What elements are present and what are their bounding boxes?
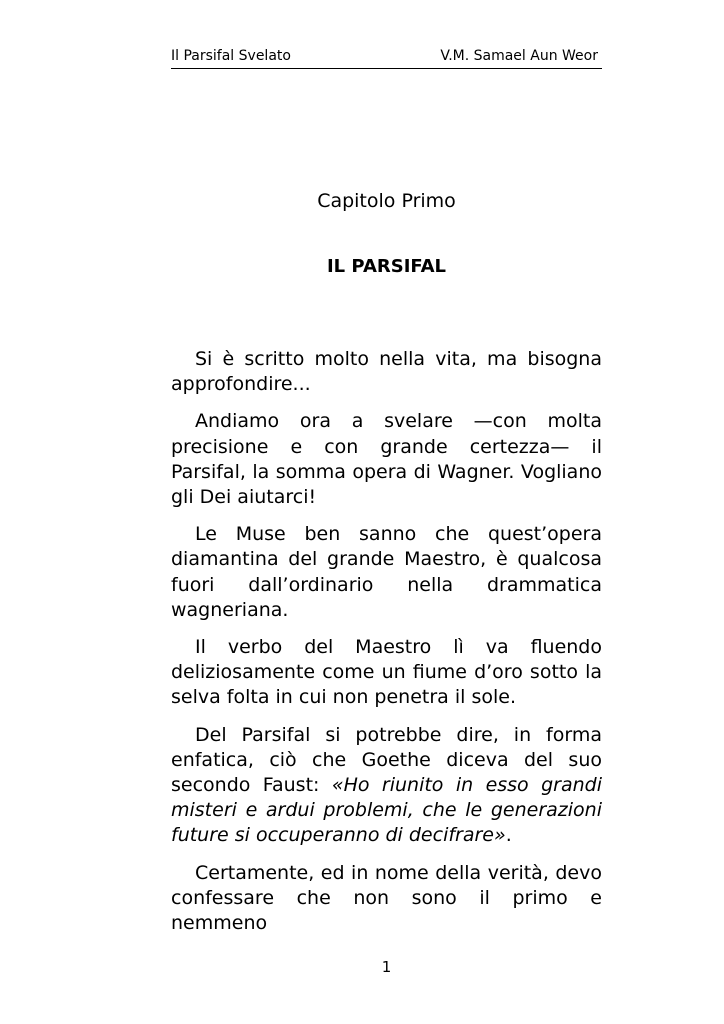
header-author: V.M. Samael Aun Weor [440,48,598,64]
paragraph: Si è scritto molto nella vita, ma bisogna approfondire... [171,348,602,396]
goethe-end: . [505,824,512,847]
header-book-title: Il Parsifal Svelato [171,48,291,64]
goethe-paragraph [171,723,602,849]
paragraph: Il verbo del Maestro lì va fluendo deliziosamente come un fiume d’oro sotto la selva folta in cui non penetra il sole. [171,636,602,709]
paragraph: Le Muse ben sanno che quest’opera diamantina del grande Maestro, è qualcosa fuori dall’ordinario nella drammatica wagneriana. [171,523,602,621]
paragraph: Andiamo ora a svelare —con molta precisione e con grande certezza— il Parsifal, la somma opera di Wagner. Vogliano gli Dei aiutarci! [171,410,602,509]
page-number: 1 [381,958,392,976]
running-header [171,48,602,69]
chapter-heading: Capitolo Primo [317,190,456,212]
chapter-title: IL PARSIFAL [326,256,447,277]
body-text [171,347,602,936]
goethe-intro: Del Parsifal si potrebbe dire, in forma enfatica, ciò che Goethe diceva del suo secondo Faust: [171,723,602,797]
paragraph: Certamente, ed in nome della verità, devo confessare che non sono il primo e nemmeno [171,861,602,935]
goethe-quote: «Ho riunito in esso grandi misteri e ardui problemi, che le generazioni future si occuperanno di decifrare» [171,774,602,847]
